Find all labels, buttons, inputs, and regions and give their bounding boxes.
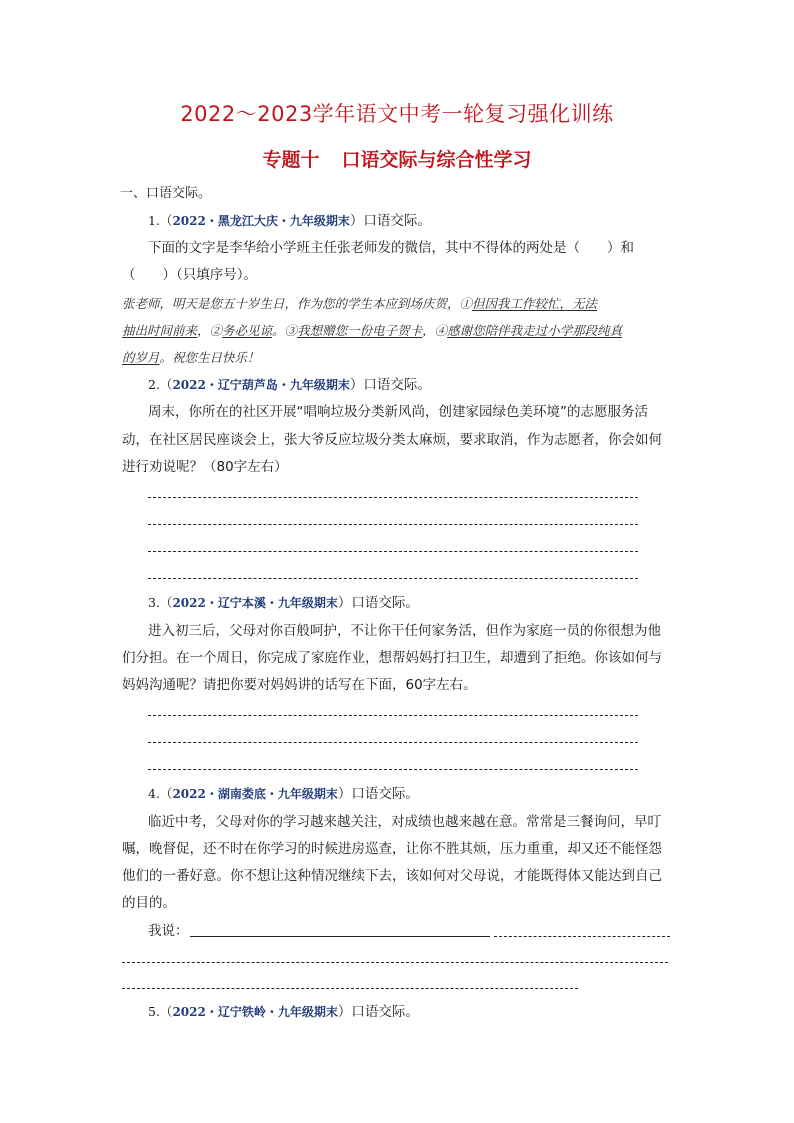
question-5-source: 2022・辽宁铁岭・九年级期末 bbox=[172, 1005, 338, 1019]
answer-line[interactable] bbox=[148, 497, 638, 498]
question-2-source: 2022・辽宁葫芦岛・九年级期末 bbox=[172, 378, 350, 392]
question-1-text-line: （ ）（只填序号）。 bbox=[122, 267, 257, 283]
answer-line[interactable] bbox=[190, 936, 490, 937]
question-5-header: 5.（2022・辽宁铁岭・九年级期末）口语交际。 bbox=[148, 1004, 419, 1020]
section-heading: 一、口语交际。 bbox=[120, 186, 212, 201]
question-3-text-line: 们分担。在一个周日，你完成了家庭作业，想帮妈妈打扫卫生，却遭到了拒绝。你该如何与 bbox=[122, 650, 662, 666]
question-4-text-line: 的目的。 bbox=[122, 895, 176, 911]
page-title: 2022～2023学年语文中考一轮复习强化训练 bbox=[180, 102, 614, 126]
answer-line[interactable] bbox=[148, 742, 638, 743]
question-1-source: 2022・黑龙江大庆・九年级期末 bbox=[172, 214, 350, 228]
answer-line[interactable] bbox=[148, 551, 638, 552]
question-2-header: 2.（2022・辽宁葫芦岛・九年级期末）口语交际。 bbox=[148, 377, 431, 393]
question-2-text-line: 动，在社区居民座谈会上，张大爷反应垃圾分类太麻烦，要求取消，作为志愿者，你会如何 bbox=[122, 432, 662, 448]
answer-line[interactable] bbox=[122, 962, 668, 963]
answer-line[interactable] bbox=[148, 578, 638, 579]
question-1-text-line: 下面的文字是李华给小学班主任张老师发的微信，其中不得体的两处是（ ）和 bbox=[148, 240, 634, 256]
wechat-message-line: 的岁月。祝您生日快乐！ bbox=[122, 350, 260, 365]
answer-prompt: 我说： bbox=[148, 923, 189, 939]
subtitle-topic: 专题十 bbox=[262, 149, 320, 171]
question-1-header: 1.（2022・黑龙江大庆・九年级期末）口语交际。 bbox=[148, 213, 431, 229]
question-3-text-line: 妈妈沟通呢？请把你要对妈妈讲的话写在下面，60字左右。 bbox=[122, 677, 477, 693]
answer-line[interactable] bbox=[148, 715, 638, 716]
question-4-text-line: 他们的一番好意。你不想让这种情况继续下去，该如何对父母说，才能既得体又能达到自己 bbox=[122, 868, 662, 884]
answer-line[interactable] bbox=[122, 988, 578, 989]
wechat-message-line: 张老师，明天是您五十岁生日，作为您的学生本应到场庆贺，①但因我工作较忙，无法 bbox=[122, 296, 598, 311]
question-3-source: 2022・辽宁本溪・九年级期末 bbox=[172, 596, 338, 610]
question-4-text-line: 嘱，晚督促，还不时在你学习的时候进房巡查，让你不胜其烦，压力重重，却又还不能怪怨 bbox=[122, 841, 662, 857]
question-2-text-line: 周末，你所在的社区开展“唱响垃圾分类新风尚，创建家园绿色美环境”的志愿服务活 bbox=[148, 404, 648, 420]
answer-line[interactable] bbox=[494, 936, 670, 937]
subtitle-name: 口语交际与综合性学习 bbox=[341, 149, 532, 171]
question-4-text-line: 临近中考，父母对你的学习越来越关注，对成绩也越来越在意。常常是三餐询问，早叮 bbox=[148, 814, 661, 830]
answer-line[interactable] bbox=[148, 769, 638, 770]
question-4-header: 4.（2022・湖南娄底・九年级期末）口语交际。 bbox=[148, 786, 419, 802]
question-3-header: 3.（2022・辽宁本溪・九年级期末）口语交际。 bbox=[148, 595, 419, 611]
answer-line[interactable] bbox=[148, 524, 638, 525]
wechat-message-line: 抽出时间前来，②务必见谅。③我想赠您一份电子贺卡，④感谢您陪伴我走过小学那段纯真 bbox=[122, 323, 623, 338]
question-3-text-line: 进入初三后，父母对你百般呵护，不让你干任何家务活，但作为家庭一员的你很想为他 bbox=[148, 623, 661, 639]
question-4-source: 2022・湖南娄底・九年级期末 bbox=[172, 787, 338, 801]
page-subtitle bbox=[0, 145, 794, 172]
question-2-text-line: 进行劝说呢？（80字左右） bbox=[122, 459, 288, 475]
